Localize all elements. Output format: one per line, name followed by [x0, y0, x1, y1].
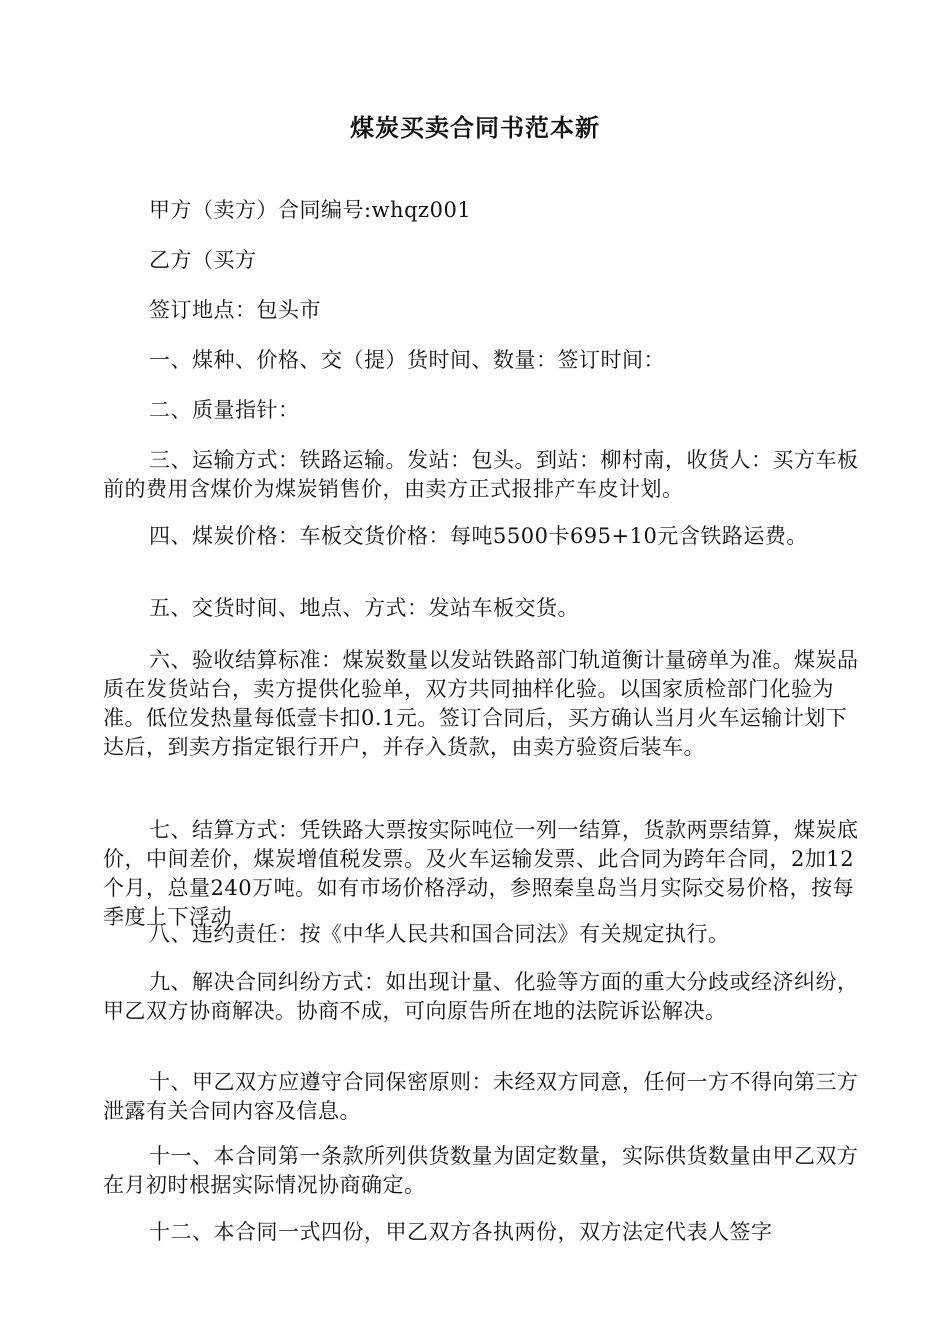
- paragraph-clause-3: 三、运输方式：铁路运输。发站：包头。到站：柳村南，收货人：买方车板前的费用含煤价为煤炭销售价，由卖方正式报排产车皮计划。: [103, 448, 859, 501]
- paragraph-clause-1: 一、煤种、价格、交（提）货时间、数量：签订时间：: [149, 348, 665, 372]
- paragraph-clause-2: 二、质量指针：: [149, 398, 300, 422]
- paragraph-clause-4: 四、煤炭价格：车板交货价格：每吨5500卡695+10元含铁路运费。: [149, 524, 808, 548]
- paragraph-clause-8: 八、违约责任：按《中华人民共和国合同法》有关规定执行。: [149, 922, 730, 946]
- paragraph-party-b: 乙方（买方: [149, 248, 257, 272]
- paragraph-clause-11: 十一、本合同第一条款所列供货数量为固定数量，实际供货数量由甲乙双方在月初时根据实际情况协商确定。: [103, 1144, 859, 1197]
- paragraph-signing-place: 签订地点：包头市: [149, 298, 321, 322]
- document-title: 煤炭买卖合同书范本新: [350, 114, 600, 142]
- paragraph-clause-6: 六、验收结算标准：煤炭数量以发站铁路部门轨道衡计量磅单为准。煤炭品质在发货站台，卖方提供化验单，双方共同抽样化验。以国家质检部门化验为准。低位发热量每低壹卡扣0.1元。签订合同后，买方确认当月火车运输计划下达后，到卖方指定银行开户，并存入货款，由卖方验资后装车。: [103, 648, 859, 759]
- paragraph-party-a: 甲方（卖方）合同编号:whqz001: [149, 198, 472, 222]
- paragraph-clause-12: 十二、本合同一式四份，甲乙双方各执两份，双方法定代表人签字: [149, 1220, 773, 1244]
- paragraph-clause-5: 五、交货时间、地点、方式：发站车板交货。: [149, 596, 579, 620]
- paragraph-clause-7: 七、结算方式：凭铁路大票按实际吨位一列一结算，货款两票结算，煤炭底价，中间差价，煤炭增值税发票。及火车运输发票、此合同为跨年合同，2加12个月，总量240万吨。如有市场价格浮动，参照秦皇岛当月实际交易价格，按每季度上下浮动: [103, 818, 859, 929]
- paragraph-clause-9: 九、解决合同纠纷方式：如出现计量、化验等方面的重大分歧或经济纠纷，甲乙双方协商解决。协商不成，可向原告所在地的法院诉讼解决。: [103, 970, 859, 1023]
- paragraph-clause-10: 十、甲乙双方应遵守合同保密原则：未经双方同意，任何一方不得向第三方泄露有关合同内容及信息。: [103, 1070, 859, 1123]
